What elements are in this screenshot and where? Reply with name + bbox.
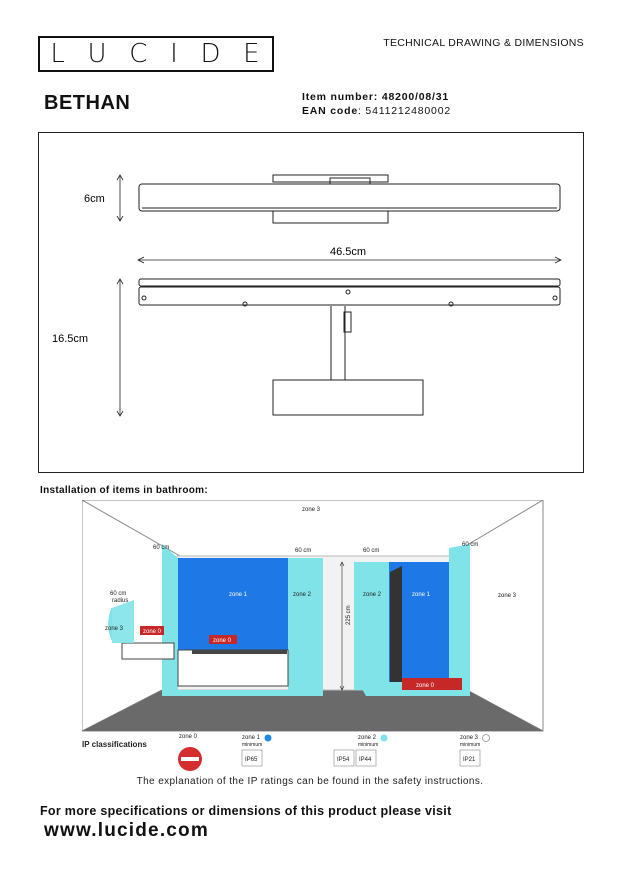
item-number-label: Item number: [302, 91, 379, 103]
zone3-left-label: zone 3 [105, 626, 124, 632]
top-view [139, 279, 560, 415]
zone2-right-label: zone 2 [363, 592, 382, 598]
front-view [139, 175, 560, 223]
bathroom-zones-diagram [82, 500, 544, 772]
product-name: BETHAN [44, 92, 131, 114]
ean-code: : 5411212480002 [358, 105, 451, 117]
zone3-right-label: zone 3 [498, 593, 517, 599]
zone1-dot-icon [265, 735, 272, 742]
zone0-bath-label: zone 0 [213, 638, 232, 644]
lucide-logo [38, 36, 274, 72]
zone2-left-label: zone 2 [293, 592, 312, 598]
logo-letter: I [170, 39, 180, 69]
ip-zone3-label: zone 3 [460, 735, 479, 741]
logo-letter: E [243, 39, 262, 69]
height-label: 6cm [84, 193, 105, 205]
dim-radius: 60 cm [110, 591, 127, 597]
logo-letter: D [200, 39, 223, 69]
zone2-dot-icon [381, 735, 388, 742]
ip-zone1-label: zone 1 [242, 735, 261, 741]
document-type: TECHNICAL DRAWING & DIMENSIONS [383, 37, 584, 49]
zone1-right-label: zone 1 [412, 592, 431, 598]
zone3-dot-icon [483, 735, 490, 742]
ip21-label: IP21 [463, 757, 476, 763]
zone3-top-label: zone 3 [302, 507, 321, 513]
dim-60-left: 60 cm [153, 545, 170, 551]
depth-label: 16.5cm [52, 333, 89, 345]
ip-note: The explanation of the IP ratings can be found in the safety instructions. [136, 776, 484, 787]
dim-radius-2: radius [112, 598, 129, 604]
ip54-label: IP54 [337, 757, 350, 763]
footer-text: For more specifications or dimensions of this product please visit [40, 804, 452, 818]
ip-zone2-label: zone 2 [358, 735, 377, 741]
ip-zone1-sub: minimum [242, 742, 263, 748]
depth-dimension [117, 279, 123, 416]
dim-height: 225 cm [346, 605, 352, 625]
product-meta [302, 90, 451, 118]
ip-zone3-sub: minimum [460, 742, 481, 748]
ip65-label: IP65 [245, 757, 258, 763]
dim-60-mid1: 60 cm [295, 548, 312, 554]
height-dimension [117, 175, 123, 221]
logo-letter: U [87, 39, 109, 69]
zone0-shower-label: zone 0 [416, 683, 435, 689]
item-number: 48200/08/31 [381, 91, 450, 103]
ip44-label: IP44 [359, 757, 372, 763]
ip-zone0-label: zone 0 [179, 734, 198, 740]
dim-60-right: 60 cm [462, 542, 479, 548]
technical-drawing [38, 132, 584, 473]
zone1-left-label: zone 1 [229, 592, 248, 598]
ean-label: EAN code [302, 105, 358, 117]
ip-title: IP classifications [82, 740, 147, 749]
logo-letter: L [50, 39, 67, 69]
bathroom-installation-title: Installation of items in bathroom: [40, 485, 208, 496]
dim-60-mid2: 60 cm [363, 548, 380, 554]
logo-letter: C [129, 39, 150, 69]
website-link[interactable]: www.lucide.com [44, 820, 209, 841]
zone0-basin-label: zone 0 [143, 629, 162, 635]
width-label: 46.5cm [330, 246, 367, 258]
ip-zone2-sub: minimum [358, 742, 379, 748]
